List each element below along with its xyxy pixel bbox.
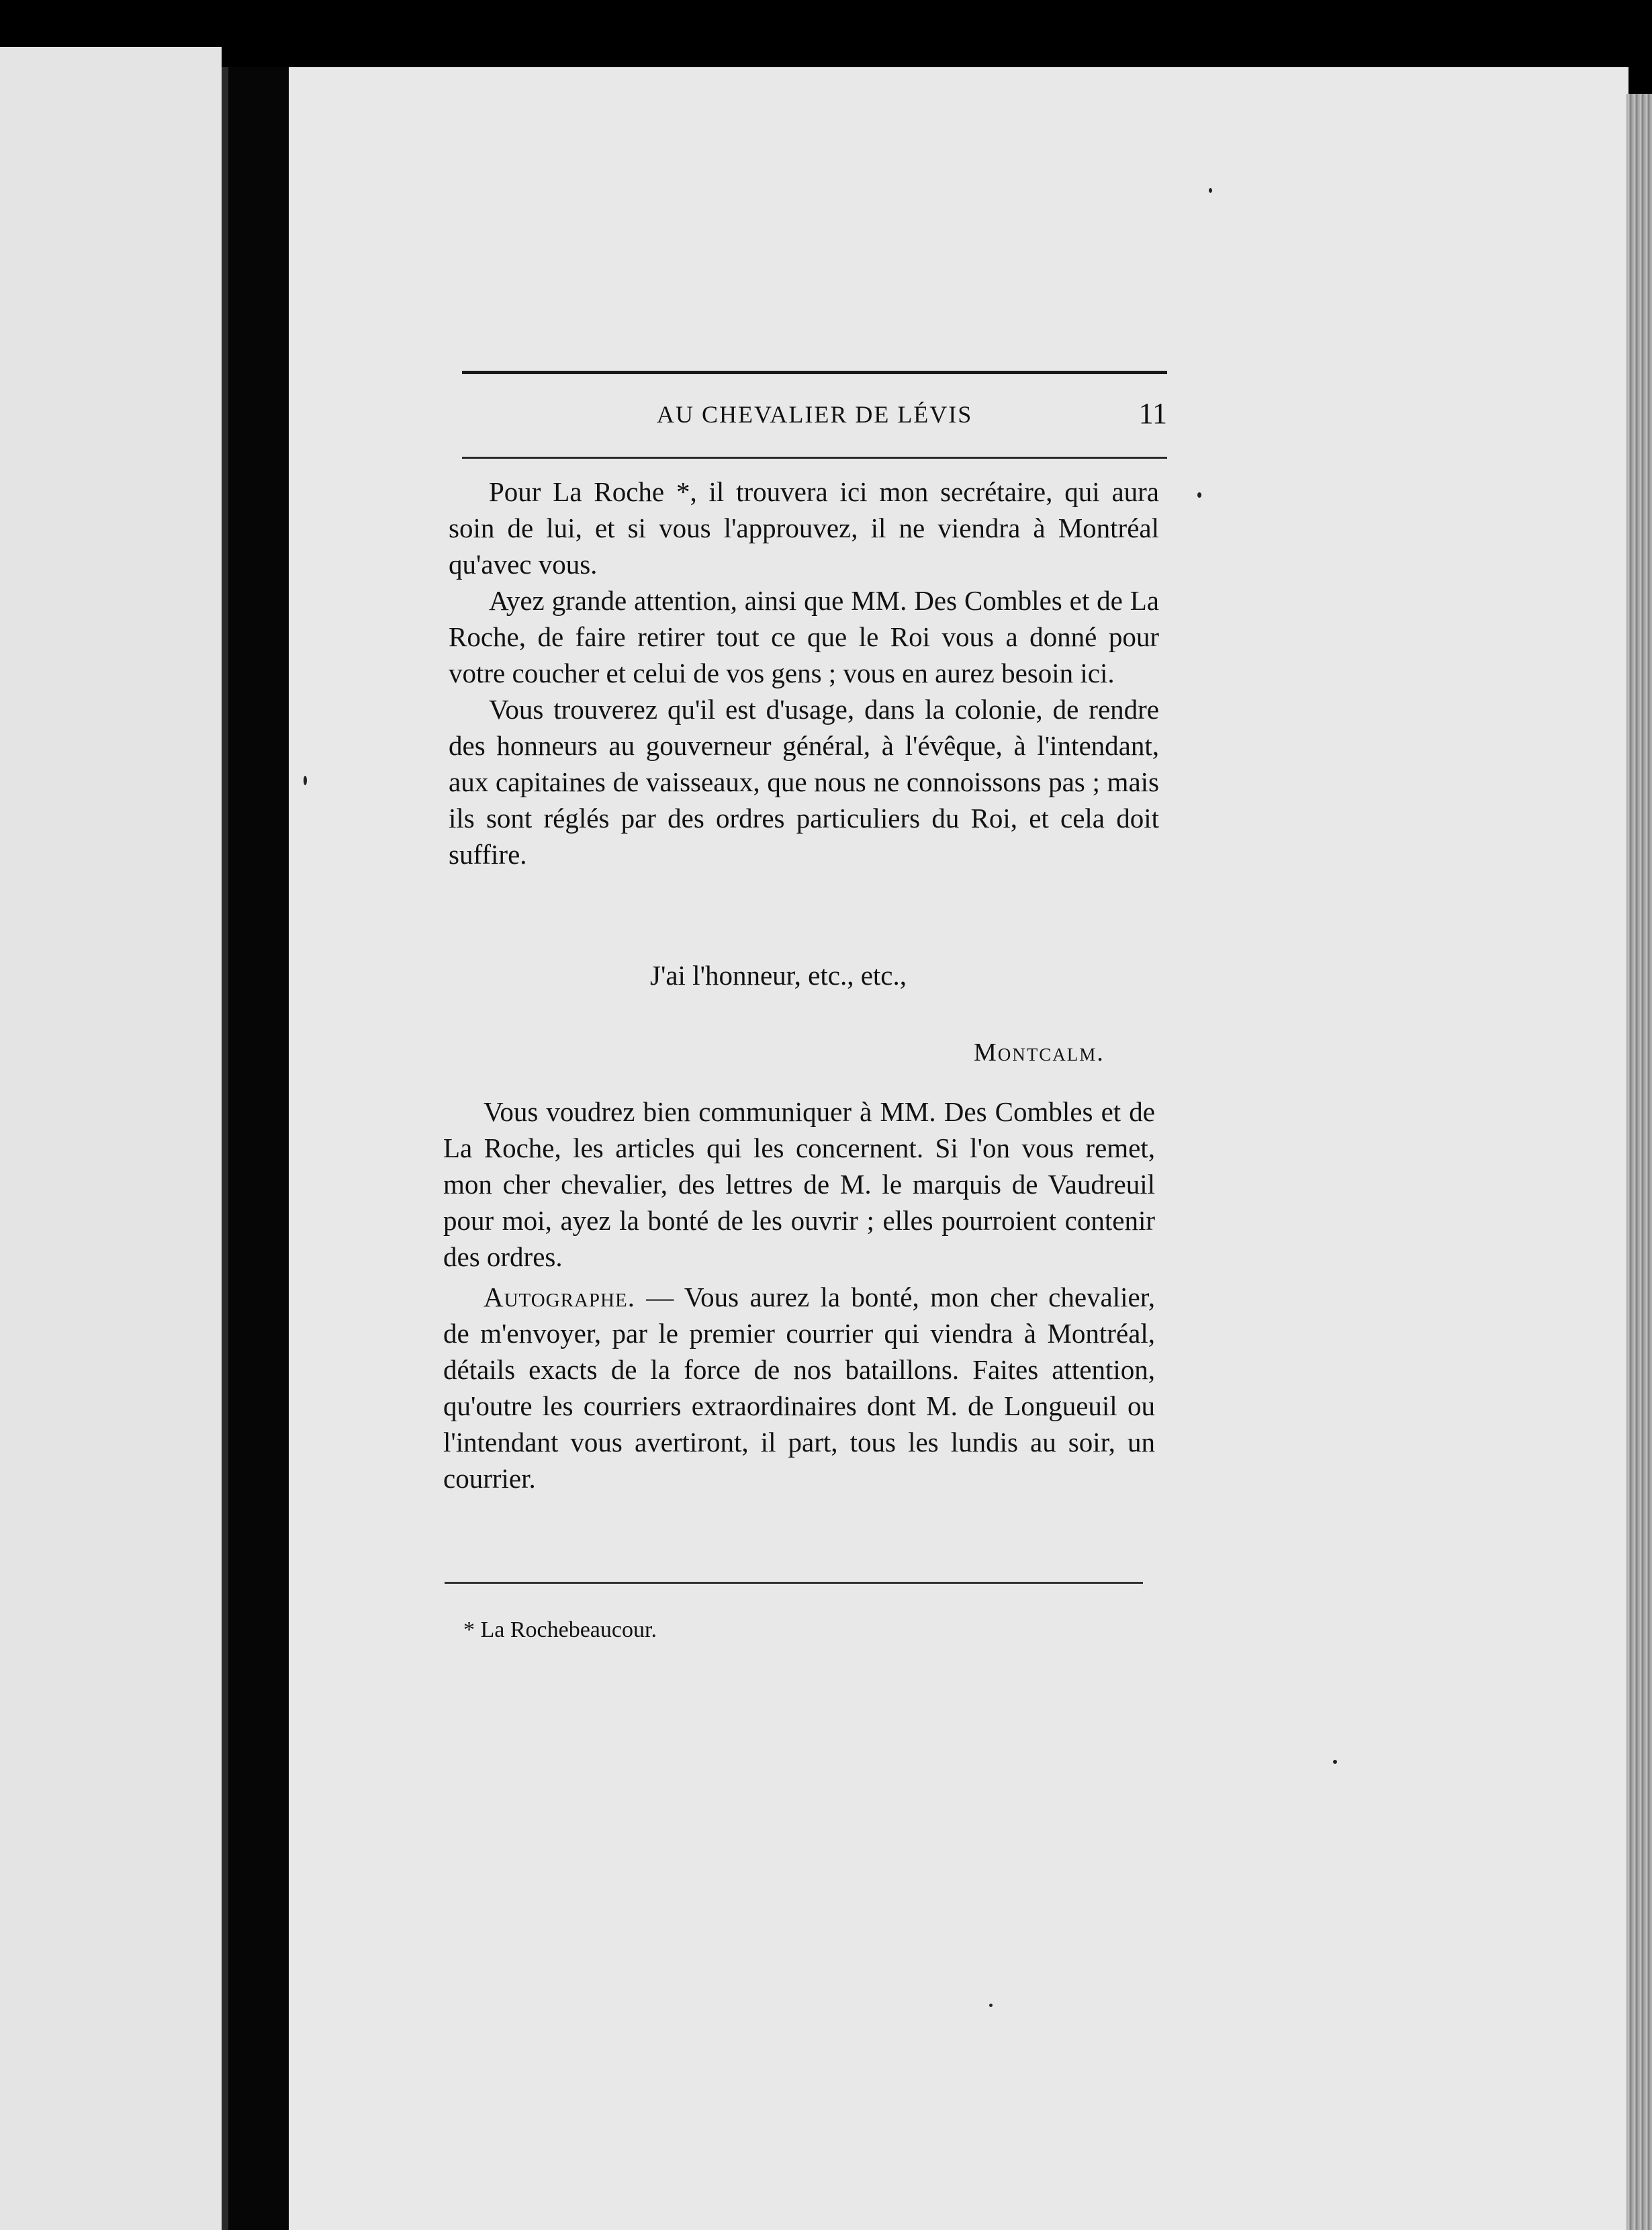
postscript bbox=[443, 1094, 1155, 1497]
header-rule-bottom bbox=[462, 457, 1167, 459]
letter-signature: Montcalm. bbox=[974, 1038, 1105, 1067]
scan-speck bbox=[1333, 1760, 1337, 1764]
footnote-rule bbox=[445, 1582, 1143, 1584]
page-stack-edge bbox=[1626, 94, 1652, 2230]
running-head bbox=[462, 396, 1167, 437]
scan-speck bbox=[304, 776, 307, 785]
autograph-text: — Vous aurez la bonté, mon cher chevalier, de m'envoyer, par le premier courrier qui viendra à Montréal, détails exacts de la force de nos bataillons. Faites attention, qu'outre les courriers extraordinaires dont M. de Longueuil ou l'intendant vous avertiront, il part, tous les lundis au soir, un courrier. bbox=[443, 1282, 1155, 1494]
footnote: * La Rochebeaucour. bbox=[463, 1617, 657, 1642]
scan-speck bbox=[1209, 188, 1212, 193]
book-gutter bbox=[228, 67, 289, 2230]
letter-closing: J'ai l'honneur, etc., etc., bbox=[650, 960, 907, 991]
page-number: 11 bbox=[1138, 397, 1167, 430]
postscript-paragraph: Vous voudrez bien communiquer à MM. Des Combles et de La Roche, les articles qui les concernent. Si l'on vous remet, mon cher chevalier, des lettres de M. le marquis de Vaudreuil pour moi, ayez la bonté de les ouvrir ; elles pourroient contenir des ordres. bbox=[443, 1096, 1155, 1272]
header-rule-top bbox=[462, 371, 1167, 374]
left-page-margin bbox=[0, 47, 222, 2230]
scan-speck bbox=[1197, 492, 1201, 498]
running-title: AU CHEVALIER DE LÉVIS bbox=[657, 401, 973, 428]
autograph-paragraph bbox=[443, 1279, 1155, 1497]
letter-body bbox=[449, 474, 1159, 873]
letter-paragraph: Ayez grande attention, ainsi que MM. Des Combles et de La Roche, de faire retirer tout ce que le Roi vous a donné pour votre coucher et celui de vos gens ; vous en aurez besoin ici. bbox=[449, 585, 1159, 688]
scan-speck bbox=[989, 2004, 993, 2007]
letter-paragraph: Vous trouverez qu'il est d'usage, dans la colonie, de rendre des honneurs au gouverneur général, à l'évêque, à l'intendant, aux capitaines de vaisseaux, que nous ne connoissons pas ; mais ils sont réglés par des ordres particuliers du Roi, et cela doit suffire. bbox=[449, 694, 1159, 870]
autograph-label: Autographe. bbox=[484, 1282, 635, 1312]
letter-paragraph: Pour La Roche *, il trouvera ici mon secrétaire, qui aura soin de lui, et si vous l'approuvez, il ne viendra à Montréal qu'avec vous. bbox=[449, 476, 1159, 580]
left-page-edge bbox=[222, 67, 228, 2230]
